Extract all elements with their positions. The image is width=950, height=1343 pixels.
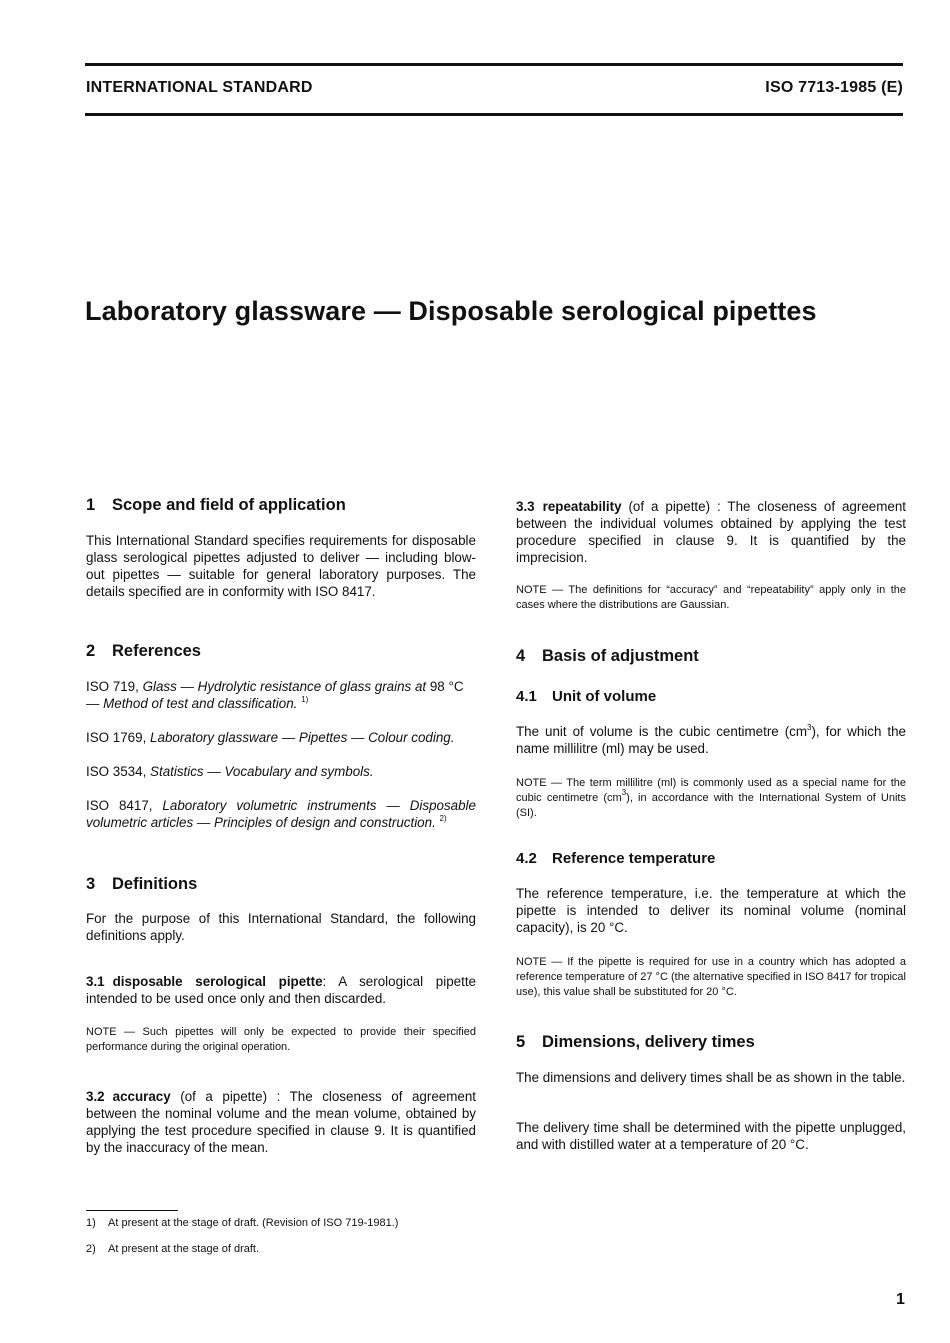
subsection-4-1-note: NOTE — The term millilitre (ml) is commonly used as a special name for the cubic centimetre $(cm^3)$, in accordance with the International System of Units (SI). [516,777,906,819]
section-3-heading: 3 Definitions [86,875,198,893]
definition-3-1-note: NOTE — Such pipettes will only be expected to provide their specified performance during the original operation. [86,1026,476,1053]
section-1-body [86,532,476,600]
footnote-2: 2) At present at the stage of draft. [86,1243,260,1255]
section-1-heading: 1 Scope and field of application [86,496,346,514]
header-bottom-rule [85,113,903,116]
document-title: Laboratory glassware — Disposable serological pipettes [85,296,817,326]
definition-3-2: 3.2 accuracy (of a pipette) : The closeness of agreement between the nominal volume and the mean volume, obtained by applying the test procedure specified in clause 9. It is quantified by the inaccuracy of the mean. [86,1089,476,1155]
footnote-1: 1) At present at the stage of draft. (Revision of ISO 719-1981.) [86,1217,399,1229]
section-1 [86,496,476,515]
definition-3-3: 3.3 repeatability (of a pipette) : The closeness of agreement between the individual volumes obtained by applying the test procedure specified in clause 9. It is quantified by the imprecision. [516,499,906,565]
section-4-heading: 4 Basis of adjustment [516,647,699,665]
definition-3-1: 3.1 disposable serological pipette: A serological pipette intended to be used once only and then discarded. [86,974,476,1006]
definition-3-3-note: NOTE — The definitions for “accuracy” and “repeatability” apply only in the cases where the distributions are Gaussian. [516,584,906,611]
subsection-4-2 [516,850,906,867]
section-5-para-1: The dimensions and delivery times shall be as shown in the table. [516,1070,906,1085]
section-3 [86,875,476,894]
section-3-intro: For the purpose of this International Standard, the following definitions apply. [86,911,476,943]
subsection-4-1 [516,688,906,705]
header-document-id: ISO 7713-1985 (E) [765,79,903,96]
section-2 [86,642,476,661]
reference-iso-1769: ISO 1769, Laboratory glassware — Pipettes — Colour coding. [86,730,455,745]
reference-iso-8417: ISO 8417, Laboratory volumetric instruments — Disposable volumetric articles — Principles of design and construction. $^{2)}$ [86,798,476,830]
subsection-4-2-heading: 4.2 Reference temperature [516,850,716,867]
section-2-heading: 2 References [86,642,201,660]
section-5-para-2: The delivery time shall be determined with the pipette unplugged, and with distilled water at a temperature of 20 °C. [516,1120,906,1152]
section-4 [516,647,906,666]
subsection-4-1-heading: 4.1 Unit of volume [516,688,657,705]
reference-iso-3534: ISO 3534, Statistics — Vocabulary and symbols. [86,764,374,779]
page-number: 1 [896,1291,905,1308]
section-5 [516,1033,906,1052]
footnote-rule [86,1210,178,1211]
subsection-4-2-text: The reference temperature, i.e. the temperature at which the pipette is intended to deliver its nominal volume (nominal capacity), is 20 °C. [516,886,906,935]
section-1-text: This International Standard specifies requirements for disposable glass serological pipettes adjusted to deliver — including blow-out pipettes — suitable for general laboratory purposes. The details specified are in conformity with ISO 8417. [86,533,476,599]
section-5-heading: 5 Dimensions, delivery times [516,1033,755,1051]
reference-iso-719: ISO 719, Glass — Hydrolytic resistance of glass grains at 98 °C — Method of test and classification. $^{1)}$ [86,679,464,711]
subsection-4-2-note: NOTE — If the pipette is required for use in a country which has adopted a reference temperature of 27 °C (the alternative specified in ISO 8417 for tropical use), this value shall be substituted for 20 °C. [516,956,906,998]
header-top-rule [85,63,903,66]
subsection-4-1-text: The unit of volume is the cubic centimetre $(cm^3)$, for which the name millilitre (ml) may be used. [516,723,906,756]
header-standard-label: INTERNATIONAL STANDARD [86,79,313,96]
